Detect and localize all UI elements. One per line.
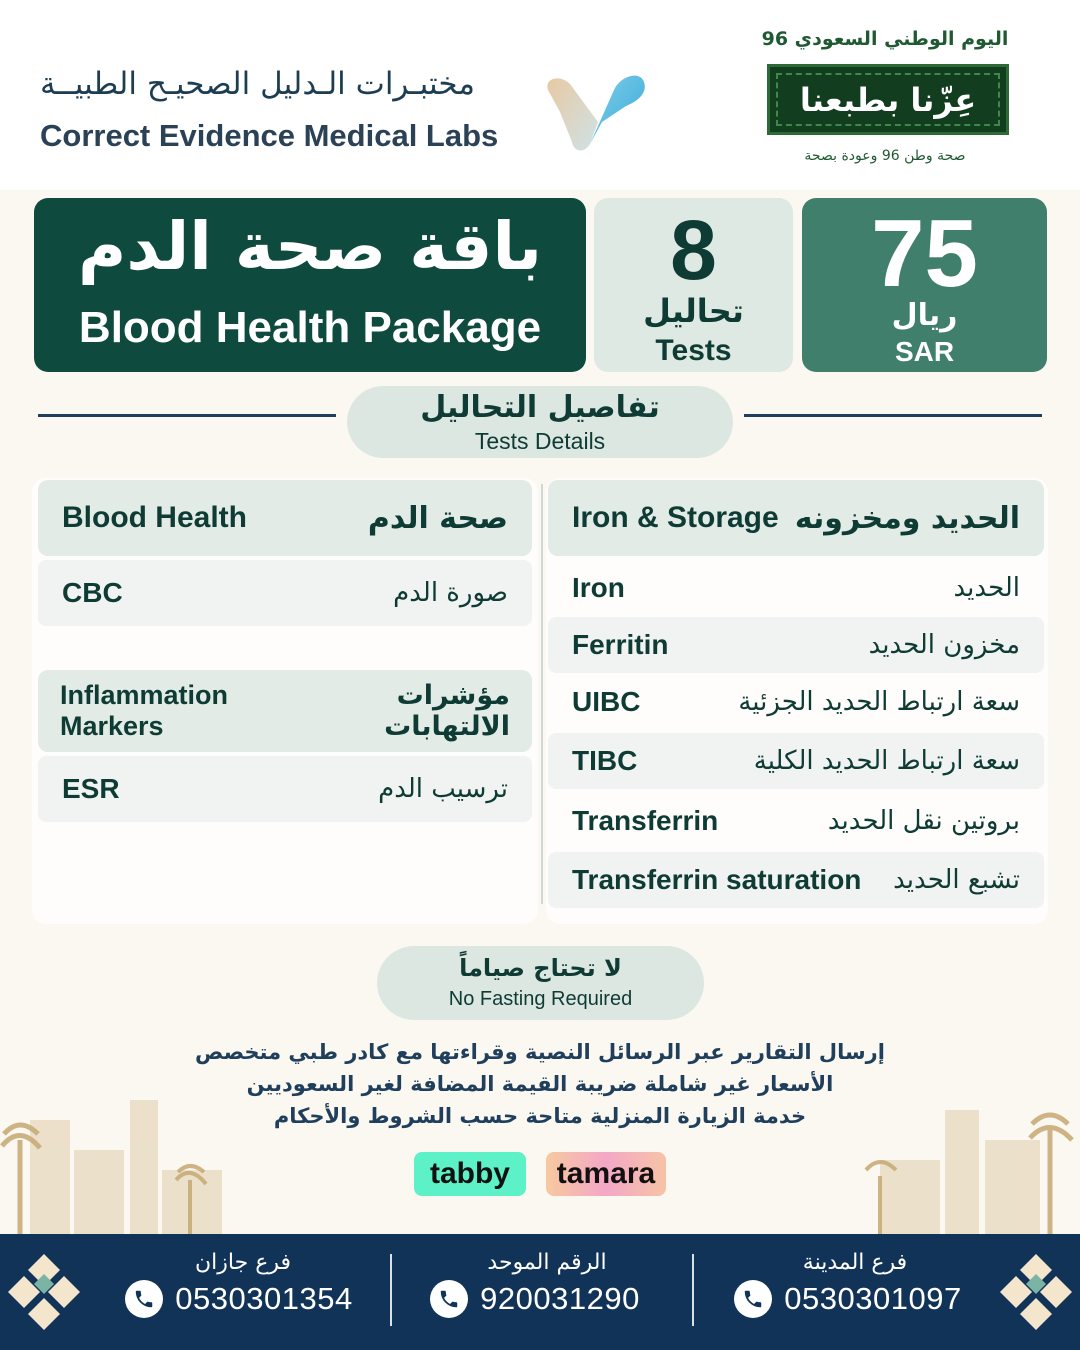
national-day-title: اليوم الوطني السعودي 96 [761,28,1009,50]
section-title-ar: الحديد ومخزونه [794,500,1020,536]
section-header-blood-health [38,480,532,556]
test-row [548,733,1044,789]
test-row [548,852,1044,908]
branch-label-jazan: فرع جازان [195,1250,291,1275]
branch-phone-jazan[interactable] [89,1280,389,1318]
tests-label-en: Tests [655,334,732,367]
divider-left [38,414,336,417]
test-row [548,793,1044,849]
branch-label-unified: الرقم الموحد [487,1250,607,1275]
details-title-ar: تفاصيل التحاليل [420,390,660,425]
test-name-en: ESR [62,773,120,804]
test-name-en: TIBC [572,745,638,776]
test-name-en: CBC [62,577,123,608]
panel-divider [541,484,543,904]
section-title-ar: مؤشرات الالتهابات [384,680,510,742]
test-name-en: Transferrin saturation [572,864,862,895]
test-name-en: Iron [572,572,625,603]
test-name-ar: سعة ارتباط الحديد الكلية [753,746,1020,776]
lab-name-ar: مختبـرات الـدليل الصحيـح الطبيــة [40,66,475,102]
phone-number: 0530301097 [784,1281,962,1316]
test-row [548,560,1044,616]
note-vat: الأسعار غير شاملة ضريبة القيمة المضافة لغير السعوديين [246,1072,834,1096]
tabby-logo: tabby [414,1152,526,1196]
section-title-ar: صحة الدم [367,500,508,536]
test-name-ar: تشبع الحديد [893,865,1020,895]
test-name-ar: سعة ارتباط الحديد الجزئية [738,687,1020,717]
diamond-pattern-icon [4,1252,84,1342]
phone-icon [125,1280,163,1318]
note-reports: إرسال التقارير عبر الرسائل النصية وقراءتها مع كادر طبي متخصص [195,1040,885,1064]
tests-label-ar: تحاليل [643,292,744,330]
phone-number: 0530301354 [175,1281,353,1316]
national-day-badge: عِزّنا بطبعنا [767,64,1009,135]
phone-number: 920031290 [480,1281,640,1316]
section-title-en: Iron & Storage [572,501,779,534]
section-title-en: Inflammation Markers [60,680,229,741]
test-row [38,756,532,822]
divider-right [744,414,1042,417]
phone-icon [734,1280,772,1318]
branch-label-madinah: فرع المدينة [802,1250,908,1275]
no-fasting-ar: لا تحتاج صياماً [459,954,622,982]
national-day-subtitle: صحة وطن 96 وعودة بصحة [804,148,966,164]
test-row [548,617,1044,673]
tamara-logo: tamara [546,1152,666,1196]
package-name-en: Blood Health Package [78,303,542,352]
test-name-ar: الحديد [953,573,1020,603]
test-name-ar: بروتين نقل الحديد [827,806,1020,836]
details-title-en: Tests Details [474,428,606,454]
branch-phone-madinah[interactable] [698,1280,998,1318]
test-row [548,674,1044,730]
diamond-pattern-icon [996,1252,1076,1342]
test-name-ar: ترسيب الدم [378,774,508,804]
section-header-inflammation [38,670,532,752]
phone-icon [430,1280,468,1318]
note-home-visit: خدمة الزيارة المنزلية متاحة حسب الشروط والأحكام [273,1104,807,1128]
test-name-en: Transferrin [572,805,719,836]
section-header-iron [548,480,1044,556]
test-name-en: Ferritin [572,629,669,660]
currency-ar: ريال [891,298,958,333]
test-name-en: UIBC [572,686,641,717]
test-row [38,560,532,626]
lab-name-en: Correct Evidence Medical Labs [40,118,499,153]
price-value: 75 [871,200,978,307]
section-title-en: Blood Health [62,501,247,534]
currency-en: SAR [894,336,955,367]
test-name-ar: صورة الدم [393,578,508,608]
package-name-ar: باقة صحة الدم [77,208,543,285]
branch-phone-unified[interactable] [385,1280,685,1318]
no-fasting-en: No Fasting Required [448,988,633,1010]
lab-logo-icon [540,60,650,160]
tests-count: 8 [670,203,717,297]
test-name-ar: مخزون الحديد [868,630,1020,660]
